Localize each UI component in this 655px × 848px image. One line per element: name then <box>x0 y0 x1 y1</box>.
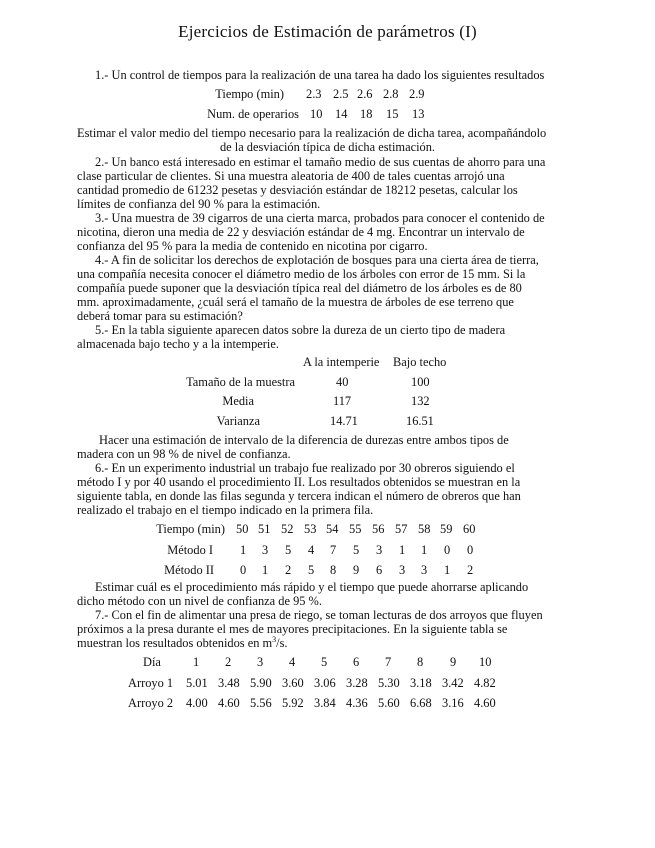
page-title: Ejercicios de Estimación de parámetros (I) <box>178 22 477 41</box>
ex6-method1-cell: 5 <box>353 542 360 557</box>
ex7-arroyo1-cell: 3.48 <box>218 675 240 690</box>
ex6-question-line: dicho método con un nivel de confianza de 95 %. <box>77 594 322 608</box>
ex6-method1-cell: 7 <box>330 542 337 557</box>
ex6-time-cell: 59 <box>440 522 453 536</box>
ex6-line: realizado el trabajo en el tiempo indicado en la primera fila. <box>77 503 374 517</box>
ex6-time-cell: 58 <box>418 522 431 536</box>
ex5-data-row <box>0 414 655 429</box>
ex6-method2-cell: 2 <box>285 563 292 577</box>
ex6-method2-cell: 3 <box>421 563 428 577</box>
ex7-arroyo2-cell: 3.16 <box>442 696 464 710</box>
ex7-arroyo2-cell: 6.68 <box>410 696 432 710</box>
ex7-arroyo1-cell: 5.30 <box>378 675 400 690</box>
ex6-time-cell: 56 <box>372 522 385 536</box>
ex5-cell: 100 <box>411 374 430 389</box>
ex7-arroyo2-row <box>0 696 655 711</box>
ex6-method1-cell: 1 <box>399 542 406 557</box>
ex6-method1-cell: 4 <box>308 542 315 557</box>
ex3-line: nicotina, dieron una media de 22 y desviación estándar de 4 mg. Encontrar un intervalo de <box>77 225 525 239</box>
ex7-arroyo2-cell: 4.60 <box>474 696 496 710</box>
ex7-arroyo1-cell: 5.90 <box>250 675 272 690</box>
ex7-day-cell: 5 <box>321 655 328 669</box>
ex1-time-row <box>0 87 655 102</box>
ex1-time-cell: 2.5 <box>333 87 349 101</box>
ex7-arroyo1-row <box>0 676 655 691</box>
ex1-operators-cell: 10 <box>310 106 323 121</box>
ex6-time-cell: 52 <box>281 522 294 536</box>
ex6-line: método I y por 40 usando el procedimiento II. Los resultados obtenidos se muestran en la <box>77 475 521 489</box>
ex7-arroyo2-cell: 4.60 <box>218 696 240 710</box>
ex1-time-cell: 2.6 <box>357 87 373 101</box>
ex7-day-cell: 6 <box>353 655 360 669</box>
ex7-unit-exponent: 3 <box>272 634 277 644</box>
ex1-time-label: Tiempo (min) <box>215 87 284 101</box>
ex1-operators-cell: 14 <box>335 106 348 121</box>
ex5-header-row <box>0 355 655 370</box>
ex2-line: cantidad promedio de 61232 pesetas y desviación estándar de 18212 pesetas, calcular los <box>77 183 518 197</box>
ex5-col-header: A la intemperie <box>303 355 380 369</box>
ex6-method1-cell: 1 <box>421 542 428 557</box>
ex5-cell: 14.71 <box>330 413 358 428</box>
ex5-question-line: Hacer una estimación de intervalo de la diferencia de durezas entre ambos tipos de <box>99 433 509 447</box>
ex6-method1-row <box>0 543 655 558</box>
ex7-day-cell: 2 <box>225 655 232 669</box>
ex7-arroyo1-label: Arroyo 1 <box>128 675 174 690</box>
ex7-day-cell: 8 <box>417 655 424 669</box>
ex6-time-cell: 54 <box>326 522 339 536</box>
ex1-table <box>0 87 655 121</box>
ex6-method1-cell: 0 <box>444 542 451 557</box>
ex6-method1-cell: 0 <box>467 542 474 557</box>
ex6-method2-cell: 1 <box>444 563 451 577</box>
ex2-line: 2.- Un banco está interesado en estimar el tamaño medio de sus cuentas de ahorro para una <box>95 155 546 169</box>
ex6-method2-cell: 5 <box>308 563 315 577</box>
ex5-cell: 117 <box>333 394 352 408</box>
ex6-method2-row <box>0 563 655 578</box>
ex7-line-text: muestran los resultados obtenidos en m <box>77 636 273 650</box>
ex6-time-label: Tiempo (min) <box>156 522 225 536</box>
ex5-cell: 40 <box>336 374 349 389</box>
ex4-line: deberá tomar para su estimación? <box>77 309 243 323</box>
ex7-line: próximos a la presa durante el mes de mayores precipitaciones. En la siguiente tabla se <box>77 622 508 636</box>
ex7-arroyo2-cell: 3.84 <box>314 696 336 710</box>
ex6-method2-cell: 2 <box>467 563 474 577</box>
ex6-time-cell: 51 <box>258 522 271 536</box>
ex6-line: siguiente tabla, en donde las filas segunda y tercera indican el número de obreros que han <box>77 489 521 503</box>
ex7-arroyo2-label: Arroyo 2 <box>128 696 174 710</box>
ex5-col-header: Bajo techo <box>393 355 447 369</box>
ex6-method2-cell: 6 <box>376 563 383 577</box>
ex1-operators-cell: 18 <box>360 106 373 121</box>
ex6-time-cell: 53 <box>304 522 317 536</box>
ex5-data-row <box>0 394 655 409</box>
ex6-line: 6.- En un experimento industrial un trabajo fue realizado por 30 obreros siguiendo el <box>95 461 515 475</box>
ex7-arroyo2-cell: 4.36 <box>346 696 368 710</box>
ex6-method1-cell: 1 <box>240 542 247 557</box>
ex6-method2-cell: 8 <box>330 563 337 577</box>
ex1-question-line: de la desviación típica de dicha estimación. <box>219 140 436 154</box>
ex7-table <box>0 655 655 711</box>
ex1-intro: 1.- Un control de tiempos para la realización de una tarea ha dado los siguientes resultados <box>95 68 545 82</box>
ex7-arroyo1-cell: 4.82 <box>474 675 496 690</box>
ex7-line-text: /s. <box>276 636 288 650</box>
ex6-time-row <box>0 522 655 537</box>
ex7-day-cell: 4 <box>289 655 296 669</box>
ex1-operators-cell: 15 <box>386 106 399 121</box>
ex1-operators-label: Num. de operarios <box>207 106 299 121</box>
ex7-arroyo1-cell: 3.28 <box>346 675 368 690</box>
ex7-arroyo1-cell: 3.42 <box>442 675 464 690</box>
ex5-data-row <box>0 375 655 390</box>
ex4-line: 4.- A fin de solicitar los derechos de explotación de bosques para una cierta área de tierra, <box>95 253 539 267</box>
ex7-day-cell: 9 <box>450 655 457 669</box>
ex4-line: mm. aproximadamente, ¿cuál será el tamaño de la muestra de árboles de ese terreno que <box>77 295 514 309</box>
ex7-arroyo1-cell: 3.06 <box>314 675 336 690</box>
ex1-operators-row <box>0 107 655 122</box>
ex7-arroyo2-cell: 5.92 <box>282 696 304 710</box>
ex6-method1-label: Método I <box>167 542 213 557</box>
ex6-method2-cell: 0 <box>240 563 247 577</box>
ex7-arroyo1-cell: 5.01 <box>186 675 208 690</box>
ex1-time-cell: 2.3 <box>306 87 322 101</box>
ex5-line: almacenada bajo techo y a la intemperie. <box>77 337 279 351</box>
ex5-row-label: Tamaño de la muestra <box>186 374 295 389</box>
ex3-line: confianza del 95 % para la media de contenido en nicotina por cigarro. <box>77 239 428 253</box>
ex7-day-row <box>0 655 655 670</box>
ex3-line: 3.- Una muestra de 39 cigarros de una cierta marca, probados para conocer el contenido de <box>95 211 545 225</box>
ex6-method2-cell: 3 <box>399 563 406 577</box>
ex7-line <box>77 636 288 651</box>
ex2-line: límites de confianza del 90 % para la estimación. <box>77 197 321 211</box>
ex6-method2-cell: 9 <box>353 563 360 577</box>
ex1-time-cell: 2.9 <box>409 87 425 101</box>
ex5-cell: 132 <box>411 394 430 408</box>
ex2-line: clase particular de clientes. Si una muestra aleatoria de 400 de tales cuentas arrojó una <box>77 169 505 183</box>
ex7-line: 7.- Con el fin de alimentar una presa de riego, se toman lecturas de dos arroyos que fluyen <box>95 608 543 622</box>
ex7-day-cell: 3 <box>257 655 264 669</box>
ex6-table <box>0 522 655 578</box>
ex1-operators-cell: 13 <box>412 106 425 121</box>
ex5-line: 5.- En la tabla siguiente aparecen datos sobre la dureza de un cierto tipo de madera <box>95 323 506 337</box>
ex6-method1-cell: 3 <box>262 542 269 557</box>
ex6-method2-label: Método II <box>164 563 214 577</box>
ex7-arroyo1-cell: 3.60 <box>282 675 304 690</box>
ex5-row-label: Media <box>222 394 254 408</box>
ex7-day-cell: 1 <box>193 655 200 669</box>
ex6-method2-cell: 1 <box>262 563 269 577</box>
ex6-time-cell: 60 <box>463 522 476 536</box>
ex7-arroyo2-cell: 5.56 <box>250 696 272 710</box>
ex6-question-line: Estimar cuál es el procedimiento más rápido y el tiempo que puede ahorrarse aplicando <box>95 580 529 594</box>
ex5-table <box>0 355 655 428</box>
ex6-method1-cell: 3 <box>376 542 383 557</box>
ex7-arroyo2-cell: 5.60 <box>378 696 400 710</box>
ex1-time-cell: 2.8 <box>383 87 399 101</box>
ex4-line: una compañía necesita conocer el diámetro medio de los árboles con error de 15 mm. Si la <box>77 267 526 281</box>
ex7-day-cell: 10 <box>479 655 492 669</box>
ex5-cell: 16.51 <box>406 413 434 428</box>
ex6-time-cell: 57 <box>395 522 408 536</box>
ex5-question-line: madera con un 98 % de nivel de confianza. <box>77 447 291 461</box>
ex1-question-line: Estimar el valor medio del tiempo necesario para la realización de dicha tarea, acompañándolo <box>77 126 547 140</box>
ex7-arroyo1-cell: 3.18 <box>410 675 432 690</box>
ex7-arroyo2-cell: 4.00 <box>186 696 208 710</box>
ex7-day-label: Día <box>143 655 161 669</box>
ex7-day-cell: 7 <box>385 655 392 669</box>
ex4-line: compañía puede suponer que la desviación típica real del diámetro de los árboles es de 80 <box>77 281 522 295</box>
ex5-row-label: Varianza <box>216 413 260 428</box>
ex6-time-cell: 50 <box>236 522 249 536</box>
ex6-time-cell: 55 <box>349 522 362 536</box>
ex6-method1-cell: 5 <box>285 542 292 557</box>
